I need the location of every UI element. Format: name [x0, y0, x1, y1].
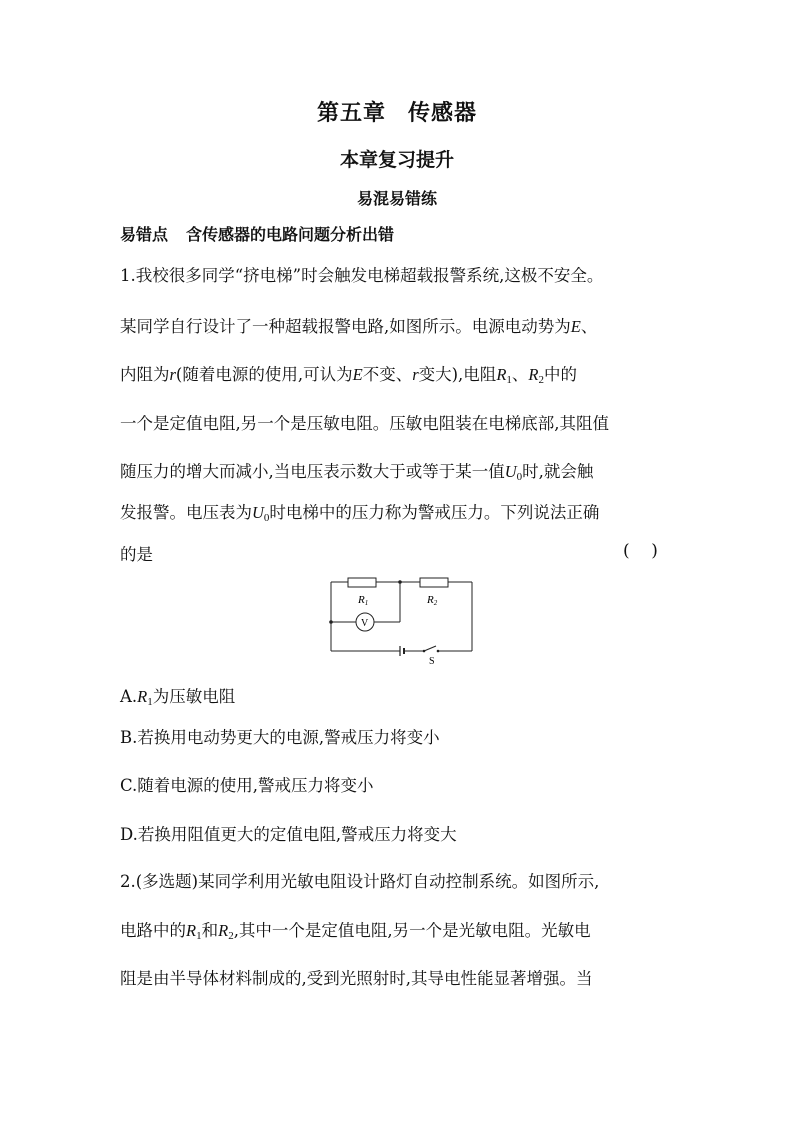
q1-line-6: 发报警。电压表为$U_0$时电梯中的压力称为警戒压力。下列说法正确 — [120, 503, 600, 524]
q1-line-7: 的是 — [120, 545, 153, 564]
resistor-r1 — [348, 578, 376, 587]
resistor-r2 — [420, 578, 448, 587]
review-heading: 本章复习提升 — [339, 149, 454, 171]
q1-line-5: 随压力的增大而减小,当电压表示数大于或等于某一值$U_0$时,就会触 — [120, 462, 594, 483]
r1-label: R1 — [358, 594, 369, 607]
chapter-title — [0, 96, 794, 127]
option-c: C.随着电源的使用,警戒压力将变小 — [120, 776, 374, 795]
q1-line-1: 1.我校很多同学“挤电梯”时会触发电梯超载报警系统,这极不安全。 — [120, 266, 604, 285]
error-point-heading — [120, 222, 394, 245]
option-d: D.若换用阻值更大的定值电阻,警戒压力将变大 — [120, 825, 457, 844]
voltmeter-label: V — [361, 618, 369, 629]
q2-line-3: 阻是由半导体材料制成的,受到光照射时,其导电性能显著增强。当 — [120, 969, 593, 988]
r2-label: R2 — [427, 594, 438, 607]
chapter-topic: 传感器 — [408, 100, 478, 126]
subsection-heading: 易混易错练 — [356, 189, 437, 208]
error-point-label: 易错点 — [120, 225, 169, 244]
option-a: $A.R_1$为压敏电阻 — [120, 687, 236, 708]
q2-line-1: 2.(多选题)某同学利用光敏电阻设计路灯自动控制系统。如图所示, — [120, 872, 600, 891]
chapter-number: 第五章 — [316, 100, 386, 126]
option-b: B.若换用电动势更大的电源,警戒压力将变小 — [120, 728, 440, 747]
switch-lever — [424, 646, 436, 651]
q1-line-3: 内阻为r(随着电源的使用,可认为E不变、r变大),电阻$R_1$、$R_2$中的 — [120, 365, 577, 386]
q2-line-2: 电路中的$R_1$和$R_2$,其中一个是定值电阻,另一个是光敏电阻。光敏电 — [120, 921, 591, 942]
circuit-diagram — [320, 575, 480, 667]
error-point-text: 含传感器的电路问题分析出错 — [186, 225, 395, 244]
q1-line-2: 某同学自行设计了一种超载报警电路,如图所示。电源电动势为E、 — [120, 317, 598, 336]
q1-line-4: 一个是定值电阻,另一个是压敏电阻。压敏电阻装在电梯底部,其阻值 — [120, 414, 609, 433]
answer-parentheses: ( ) — [623, 541, 658, 561]
switch-label: S — [429, 656, 435, 667]
